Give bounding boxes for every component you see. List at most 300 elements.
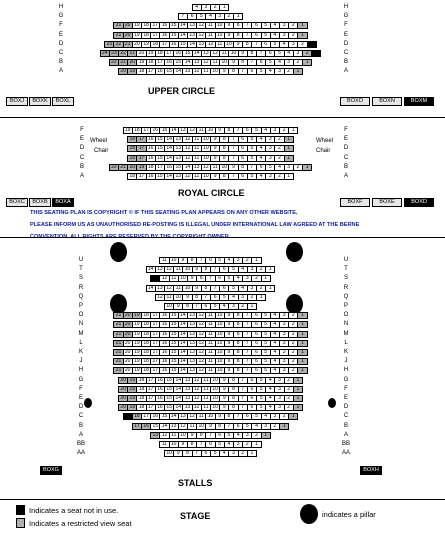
seat[interactable]: 10 — [210, 68, 220, 75]
seat[interactable]: 9 — [219, 395, 229, 402]
seat[interactable]: 11 — [201, 395, 211, 402]
seat[interactable]: 7 — [242, 312, 252, 319]
seat[interactable]: 21 — [113, 367, 123, 374]
seat[interactable]: 3 — [279, 340, 289, 347]
seat[interactable]: 1 — [293, 386, 303, 393]
seat[interactable]: 16 — [164, 164, 174, 171]
seat[interactable]: 8 — [233, 312, 243, 319]
seat[interactable]: 13 — [201, 50, 211, 57]
seat[interactable]: 17 — [150, 358, 160, 365]
seat[interactable]: 10 — [182, 285, 192, 292]
seat[interactable]: 10 — [215, 349, 225, 356]
seat[interactable]: 20 — [136, 50, 146, 57]
seat[interactable]: 5 — [270, 41, 280, 48]
seat[interactable]: 2 — [288, 340, 298, 347]
seat[interactable]: 19 — [132, 331, 142, 338]
seat[interactable]: 13 — [173, 155, 183, 162]
seat[interactable]: 5 — [265, 164, 275, 171]
seat[interactable]: 17 — [146, 377, 156, 384]
seat[interactable]: 20 — [123, 349, 133, 356]
seat[interactable]: 3 — [279, 331, 289, 338]
seat[interactable]: 13 — [182, 395, 192, 402]
seat[interactable]: 7 — [256, 50, 266, 57]
seat[interactable]: 15 — [169, 367, 179, 374]
seat[interactable]: 10 — [210, 386, 220, 393]
seat[interactable]: 1 — [307, 41, 317, 48]
seat[interactable]: 13 — [169, 423, 179, 430]
seat[interactable]: 10 — [164, 450, 174, 457]
seat[interactable]: 10 — [215, 331, 225, 338]
seat[interactable]: 2 — [284, 377, 294, 384]
seat[interactable]: 5 — [256, 395, 266, 402]
seat[interactable]: 14 — [178, 312, 188, 319]
seat[interactable]: 11 — [159, 257, 169, 264]
seat[interactable]: 10 — [228, 50, 238, 57]
seat[interactable]: 9 — [224, 22, 234, 29]
seat[interactable]: 8 — [192, 294, 202, 301]
seat[interactable]: 3 — [247, 285, 257, 292]
seat[interactable]: 10 — [210, 395, 220, 402]
seat[interactable]: 14 — [164, 145, 174, 152]
seat[interactable]: 6 — [238, 155, 248, 162]
seat[interactable]: 4 — [261, 127, 271, 134]
seat[interactable]: 6 — [210, 294, 220, 301]
seat[interactable]: 4 — [256, 173, 266, 180]
seat[interactable]: 13 — [173, 173, 183, 180]
seat[interactable]: 20 — [123, 312, 133, 319]
seat[interactable]: 18 — [141, 22, 151, 29]
seat[interactable]: 21 — [113, 349, 123, 356]
seat[interactable]: 4 — [274, 59, 284, 66]
seat[interactable]: 1 — [247, 450, 257, 457]
seat[interactable]: 13 — [155, 285, 165, 292]
seat[interactable]: 3 — [265, 145, 275, 152]
seat[interactable]: 19 — [132, 312, 142, 319]
seat[interactable]: 8 — [182, 450, 192, 457]
box-n[interactable]: BOXN — [372, 97, 402, 106]
seat[interactable]: 6 — [201, 450, 211, 457]
seat[interactable]: 14 — [169, 127, 179, 134]
seat[interactable]: 7 — [228, 145, 238, 152]
seat[interactable]: 10 — [196, 423, 206, 430]
seat[interactable]: 3 — [215, 13, 225, 20]
box-g[interactable]: BOXG — [40, 466, 62, 475]
seat[interactable]: 7 — [210, 285, 220, 292]
seat[interactable]: 1 — [297, 22, 307, 29]
seat[interactable]: 8 — [224, 127, 234, 134]
seat[interactable]: 2 — [284, 386, 294, 393]
seat[interactable]: 18 — [136, 377, 146, 384]
seat[interactable]: 2 — [274, 155, 284, 162]
seat[interactable]: 5 — [261, 340, 271, 347]
seat[interactable]: 6 — [251, 349, 261, 356]
seat[interactable]: 21 — [113, 32, 123, 39]
seat[interactable]: 5 — [261, 22, 271, 29]
seat[interactable]: 7 — [228, 136, 238, 143]
seat[interactable]: 5 — [261, 32, 271, 39]
seat[interactable]: 7 — [192, 303, 202, 310]
seat[interactable]: 3 — [284, 59, 294, 66]
seat[interactable]: 3 — [279, 349, 289, 356]
seat[interactable]: 19 — [127, 377, 137, 384]
seat[interactable]: 19 — [123, 127, 133, 134]
seat[interactable]: 7 — [224, 423, 234, 430]
seat[interactable]: 1 — [311, 50, 321, 57]
seat[interactable]: 16 — [150, 127, 160, 134]
seat[interactable]: 6 — [256, 59, 266, 66]
seat[interactable]: 2 — [224, 13, 234, 20]
box-o[interactable]: BOXO — [340, 97, 370, 106]
seat[interactable]: 3 — [265, 173, 275, 180]
seat[interactable]: 17 — [150, 349, 160, 356]
seat[interactable]: 15 — [159, 413, 169, 420]
seat[interactable]: 1 — [284, 173, 294, 180]
box-j[interactable]: BOXJ — [6, 97, 28, 106]
seat[interactable]: 1 — [293, 404, 303, 411]
seat[interactable]: 12 — [182, 145, 192, 152]
seat[interactable]: 4 — [256, 136, 266, 143]
seat[interactable]: 3 — [274, 395, 284, 402]
seat[interactable]: 7 — [251, 41, 261, 48]
seat[interactable]: 9 — [210, 145, 220, 152]
seat[interactable]: 8 — [233, 367, 243, 374]
seat[interactable]: 3 — [279, 22, 289, 29]
seat[interactable]: 1 — [279, 423, 289, 430]
seat[interactable]: 18 — [141, 367, 151, 374]
seat[interactable]: 8 — [196, 432, 206, 439]
seat[interactable]: 10 — [205, 127, 215, 134]
seat[interactable]: 13 — [187, 22, 197, 29]
seat[interactable]: 3 — [279, 312, 289, 319]
seat[interactable]: 18 — [146, 59, 156, 66]
seat[interactable]: 12 — [196, 22, 206, 29]
seat[interactable]: 17 — [141, 127, 151, 134]
seat[interactable]: 16 — [159, 22, 169, 29]
seat[interactable]: 5 — [215, 257, 225, 264]
seat[interactable]: 21 — [113, 340, 123, 347]
seat[interactable]: 4 — [279, 41, 289, 48]
seat[interactable]: 5 — [224, 432, 234, 439]
box-l[interactable]: BOXL — [52, 97, 74, 106]
seat[interactable]: 13 — [192, 59, 202, 66]
seat[interactable]: 9 — [224, 312, 234, 319]
seat[interactable]: 9 — [210, 173, 220, 180]
seat[interactable]: 10 — [182, 266, 192, 273]
seat[interactable]: 9 — [215, 127, 225, 134]
box-h[interactable]: BOXH — [360, 466, 382, 475]
seat[interactable]: 14 — [178, 349, 188, 356]
seat[interactable]: 17 — [146, 395, 156, 402]
seat[interactable]: 9 — [228, 164, 238, 171]
seat[interactable]: 13 — [187, 321, 197, 328]
seat[interactable]: 12 — [196, 358, 206, 365]
seat[interactable]: 10 — [215, 312, 225, 319]
seat[interactable]: 8 — [201, 285, 211, 292]
seat[interactable]: 3 — [242, 432, 252, 439]
seat[interactable]: 12 — [201, 59, 211, 66]
seat[interactable]: 6 — [261, 41, 271, 48]
seat[interactable]: 7 — [196, 257, 206, 264]
box-f[interactable]: BOXF — [340, 198, 370, 207]
seat[interactable]: 8 — [187, 257, 197, 264]
seat[interactable]: 9 — [224, 349, 234, 356]
seat[interactable]: 8 — [247, 50, 257, 57]
seat[interactable]: 8 — [242, 41, 252, 48]
seat[interactable]: 7 — [242, 32, 252, 39]
seat[interactable]: 2 — [256, 266, 266, 273]
seat[interactable]: 19 — [136, 59, 146, 66]
seat[interactable]: 3 — [265, 155, 275, 162]
seat[interactable]: 1 — [265, 285, 275, 292]
seat[interactable]: 6 — [247, 68, 257, 75]
seat[interactable]: 18 — [136, 404, 146, 411]
seat[interactable]: 11 — [205, 22, 215, 29]
seat[interactable]: 7 — [238, 395, 248, 402]
seat[interactable]: 18 — [141, 331, 151, 338]
seat[interactable]: 17 — [136, 155, 146, 162]
seat[interactable]: 7 — [242, 22, 252, 29]
seat[interactable]: 6 — [238, 173, 248, 180]
seat[interactable]: 7 — [205, 432, 215, 439]
seat[interactable]: 4 — [270, 340, 280, 347]
seat[interactable]: 2 — [270, 423, 280, 430]
seat[interactable]: 2 — [242, 441, 252, 448]
seat[interactable]: 4 — [265, 404, 275, 411]
seat[interactable]: 21 — [127, 50, 137, 57]
seat[interactable]: 1 — [297, 349, 307, 356]
seat[interactable]: 12 — [155, 294, 165, 301]
seat[interactable]: 7 — [242, 349, 252, 356]
seat[interactable]: 16 — [159, 321, 169, 328]
seat[interactable]: 5 — [261, 358, 271, 365]
seat[interactable]: 1 — [288, 127, 298, 134]
seat[interactable]: 11 — [205, 32, 215, 39]
seat[interactable]: 2 — [284, 404, 294, 411]
seat[interactable]: 6 — [205, 441, 215, 448]
seat[interactable]: 9 — [224, 321, 234, 328]
seat[interactable]: 15 — [164, 404, 174, 411]
seat[interactable]: 14 — [159, 423, 169, 430]
seat[interactable]: 1 — [247, 303, 257, 310]
seat[interactable]: 20 — [123, 340, 133, 347]
seat[interactable]: 17 — [155, 59, 165, 66]
seat[interactable]: 20 — [118, 395, 128, 402]
seat[interactable]: 7 — [238, 68, 248, 75]
seat[interactable]: 10 — [215, 340, 225, 347]
seat[interactable]: 5 — [256, 386, 266, 393]
seat[interactable]: 8 — [228, 395, 238, 402]
seat[interactable]: 12 — [196, 331, 206, 338]
seat[interactable]: 6 — [251, 321, 261, 328]
seat[interactable]: 7 — [196, 441, 206, 448]
seat[interactable]: 3 — [274, 68, 284, 75]
seat[interactable]: 13 — [187, 312, 197, 319]
seat[interactable]: 14 — [187, 41, 197, 48]
seat[interactable]: 2 — [288, 22, 298, 29]
seat[interactable]: 7 — [242, 340, 252, 347]
seat[interactable]: 12 — [182, 155, 192, 162]
seat[interactable]: 20 — [123, 358, 133, 365]
seat[interactable]: 11 — [159, 441, 169, 448]
box-a[interactable]: BOXA — [52, 198, 74, 207]
box-m[interactable]: BOXM — [404, 97, 434, 106]
seat[interactable]: 17 — [136, 173, 146, 180]
seat[interactable]: 16 — [169, 41, 179, 48]
seat[interactable]: 2 — [302, 50, 312, 57]
seat[interactable]: 4 — [270, 32, 280, 39]
seat[interactable]: 12 — [196, 367, 206, 374]
seat[interactable]: 1 — [297, 358, 307, 365]
seat[interactable]: 5 — [256, 404, 266, 411]
seat[interactable]: 11 — [173, 285, 183, 292]
seat[interactable]: 14 — [178, 358, 188, 365]
seat[interactable]: 2 — [288, 349, 298, 356]
seat[interactable]: 7 — [238, 404, 248, 411]
seat[interactable]: 3 — [288, 41, 298, 48]
seat[interactable]: 13 — [155, 266, 165, 273]
seat[interactable]: 20 — [118, 377, 128, 384]
seat[interactable]: 16 — [141, 423, 151, 430]
seat[interactable]: 16 — [146, 145, 156, 152]
seat[interactable]: 1 — [297, 321, 307, 328]
seat[interactable]: 2 — [293, 59, 303, 66]
seat[interactable]: 8 — [238, 164, 248, 171]
seat[interactable]: 8 — [228, 68, 238, 75]
seat[interactable]: 15 — [173, 164, 183, 171]
seat[interactable]: 11 — [205, 331, 215, 338]
seat[interactable]: 2 — [256, 285, 266, 292]
seat[interactable]: 20 — [118, 68, 128, 75]
seat[interactable]: 1 — [233, 13, 243, 20]
seat[interactable]: 6 — [251, 358, 261, 365]
seat[interactable]: 4 — [238, 285, 248, 292]
seat[interactable]: 4 — [205, 13, 215, 20]
box-d[interactable]: BOXD — [404, 198, 434, 207]
seat[interactable]: 14 — [146, 266, 156, 273]
seat[interactable]: 15 — [169, 349, 179, 356]
seat[interactable]: 10 — [178, 432, 188, 439]
seat[interactable]: 13 — [187, 349, 197, 356]
seat[interactable]: 18 — [141, 321, 151, 328]
seat[interactable]: 2 — [293, 164, 303, 171]
seat[interactable]: 3 — [261, 423, 271, 430]
seat[interactable]: 18 — [141, 312, 151, 319]
seat[interactable]: 15 — [155, 155, 165, 162]
seat[interactable]: 8 — [215, 423, 225, 430]
seat[interactable]: 8 — [228, 386, 238, 393]
seat[interactable]: 12 — [196, 312, 206, 319]
seat[interactable]: 14 — [192, 50, 202, 57]
seat[interactable]: 22 — [109, 164, 119, 171]
seat[interactable]: 7 — [242, 358, 252, 365]
seat[interactable]: 12 — [192, 68, 202, 75]
seat[interactable]: 5 — [247, 145, 257, 152]
seat[interactable]: 2 — [274, 173, 284, 180]
seat[interactable]: 19 — [146, 50, 156, 57]
seat[interactable]: 13 — [173, 145, 183, 152]
seat[interactable]: 11 — [201, 404, 211, 411]
seat[interactable]: 10 — [201, 145, 211, 152]
seat[interactable]: 9 — [238, 50, 248, 57]
seat[interactable]: 18 — [141, 349, 151, 356]
seat[interactable]: 12 — [192, 404, 202, 411]
seat[interactable]: 12 — [196, 321, 206, 328]
seat[interactable]: 17 — [146, 386, 156, 393]
seat[interactable]: 1 — [256, 294, 266, 301]
seat[interactable]: 7 — [210, 266, 220, 273]
seat[interactable]: 19 — [127, 404, 137, 411]
seat[interactable]: 11 — [192, 155, 202, 162]
seat[interactable]: 3 — [238, 294, 248, 301]
seat[interactable]: 16 — [159, 340, 169, 347]
seat[interactable]: 5 — [215, 441, 225, 448]
seat[interactable]: 14 — [182, 164, 192, 171]
seat[interactable]: 9 — [224, 367, 234, 374]
seat[interactable]: 8 — [196, 275, 206, 282]
seat[interactable]: 10 — [201, 136, 211, 143]
seat[interactable]: 12 — [187, 127, 197, 134]
seat[interactable]: 3 — [274, 386, 284, 393]
seat[interactable]: 6 — [215, 432, 225, 439]
seat[interactable]: 1 — [261, 275, 271, 282]
seat[interactable]: 4 — [233, 432, 243, 439]
seat[interactable]: 18 — [141, 32, 151, 39]
seat[interactable]: 18 — [150, 41, 160, 48]
seat[interactable]: 17 — [155, 164, 165, 171]
seat[interactable]: 4 — [265, 68, 275, 75]
seat[interactable]: 13 — [187, 358, 197, 365]
seat[interactable]: 6 — [219, 266, 229, 273]
seat[interactable]: 10 — [215, 321, 225, 328]
seat[interactable]: 5 — [219, 294, 229, 301]
seat[interactable]: 9 — [210, 136, 220, 143]
seat[interactable]: 15 — [155, 136, 165, 143]
seat[interactable]: 1 — [293, 377, 303, 384]
seat[interactable]: 20 — [123, 32, 133, 39]
seat[interactable]: 11 — [205, 321, 215, 328]
box-b[interactable]: BOXB — [29, 198, 51, 207]
seat[interactable]: 11 — [169, 432, 179, 439]
seat[interactable]: 15 — [178, 41, 188, 48]
seat[interactable]: 16 — [159, 312, 169, 319]
seat[interactable]: 19 — [123, 413, 133, 420]
seat[interactable]: 7 — [247, 59, 257, 66]
seat[interactable]: 5 — [210, 303, 220, 310]
seat[interactable]: 13 — [150, 432, 160, 439]
seat[interactable]: 14 — [178, 32, 188, 39]
seat[interactable]: 7 — [228, 173, 238, 180]
seat[interactable]: 13 — [187, 367, 197, 374]
seat[interactable]: 3 — [270, 127, 280, 134]
seat[interactable]: 17 — [146, 68, 156, 75]
seat[interactable]: 12 — [192, 386, 202, 393]
seat[interactable]: 5 — [242, 423, 252, 430]
seat[interactable]: 18 — [136, 386, 146, 393]
seat[interactable]: 2 — [238, 303, 248, 310]
seat[interactable]: 5 — [228, 285, 238, 292]
seat[interactable]: 14 — [173, 404, 183, 411]
seat[interactable]: 15 — [169, 312, 179, 319]
seat[interactable]: 7 — [247, 164, 257, 171]
seat[interactable]: 4 — [270, 349, 280, 356]
seat[interactable]: 9 — [187, 275, 197, 282]
seat[interactable]: 6 — [251, 367, 261, 374]
seat[interactable]: 10 — [224, 41, 234, 48]
seat[interactable]: 4 — [274, 164, 284, 171]
seat[interactable]: 20 — [118, 386, 128, 393]
seat[interactable]: 14 — [173, 377, 183, 384]
seat[interactable]: 2 — [251, 432, 261, 439]
